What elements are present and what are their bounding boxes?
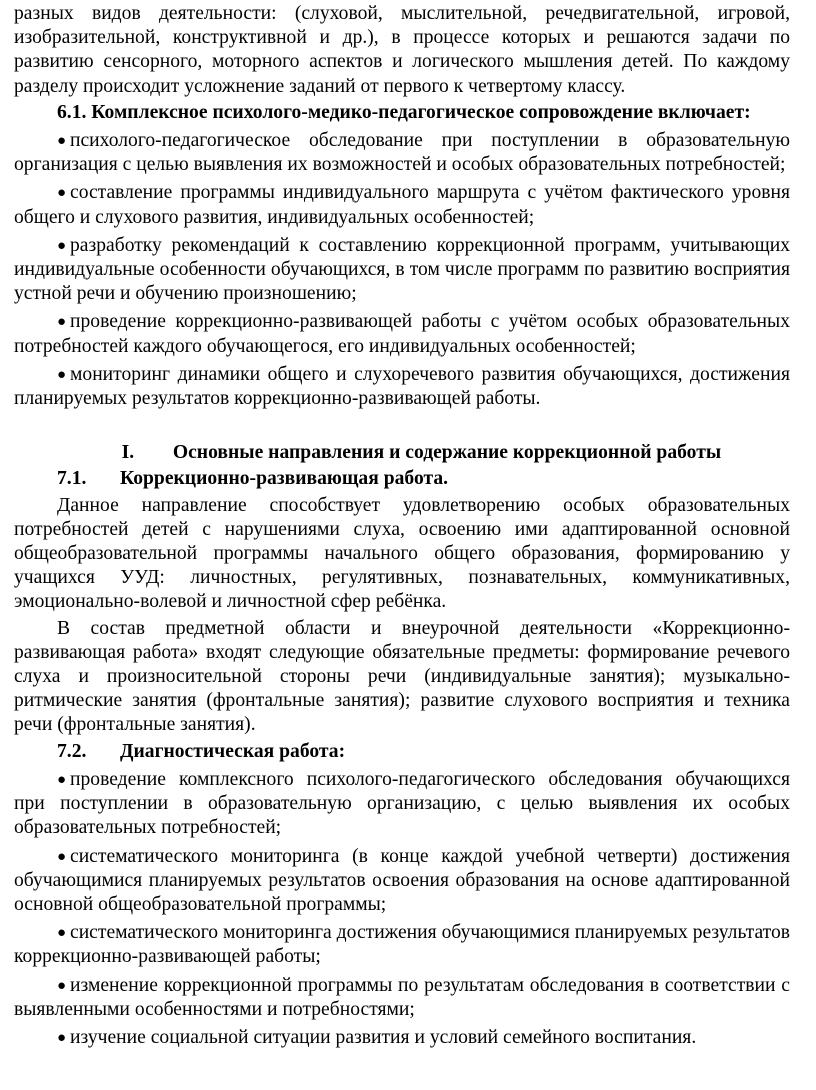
list-item: ● проведение комплексного психолого-педагогического обследования обучающихся при поступлении в образовательную организацию, с целью выявления их особых образовательных потребностей;	[14, 768, 790, 839]
section-7-1-paragraph-2: В состав предметной области и внеурочной деятельности «Коррекционно-развивающая работа» входят следующие обязательные предметы: формирование речевого слуха и произносительной стороны речи (индивидуальные занятия); музыкально-ритмические занятия (фронтальные занятия); развитие слухового восприятия и техника речи (фронтальные занятия).	[14, 617, 790, 736]
list-item: ● систематического мониторинга достижения обучающимися планируемых результатов коррекционно-развивающей работы;	[14, 922, 790, 968]
document-page	[14, 2, 790, 1050]
list-item: ● проведение коррекционно-развивающей работы с учётом особых образовательных потребностей каждого обучающегося, его индивидуальных особенностей;	[14, 311, 790, 357]
section-7-2-list	[14, 768, 790, 1050]
intro-paragraph: разных видов деятельности: (слуховой, мыслительной, речедвигательной, игровой, изобразительной, конструктивной и др.), в процессе которых и решаются задачи по развитию сенсорного, моторного аспектов и логического мышления детей. По каждому разделу происходит усложнение заданий от первого к четвертому классу.	[14, 3, 790, 97]
bullet-icon: ●	[57, 237, 67, 254]
bullet-icon: ●	[57, 185, 67, 202]
section-7-2-heading: 7.2. Диагностическая работа:	[57, 740, 346, 762]
spacer	[14, 411, 790, 437]
list-item: ● психолого-педагогическое обследование при поступлении в образовательную организация с целью выявления их возможностей и особых образовательных потребностей;	[14, 130, 790, 176]
section-7-1-paragraph-1: Данное направление способствует удовлетворению особых образовательных потребностей детей с нарушениями слуха, освоению ими адаптированной основной общеобразовательной программы начального общего образования, формированию у учащихся УУД: личностных, регулятивных, познавательных, коммуникативных, эмоционально-волевой и личностной сфер ребёнка.	[14, 494, 790, 613]
bullet-icon: ●	[57, 133, 67, 150]
list-item: ● изучение социальной ситуации развития и условий семейного воспитания.	[14, 1026, 790, 1050]
chapter-title: Основные направления и содержание коррекционной работы	[172, 442, 722, 464]
bullet-icon: ●	[57, 848, 67, 865]
bullet-icon: ●	[57, 314, 67, 331]
bullet-icon: ●	[57, 977, 67, 994]
list-item: ● систематического мониторинга (в конце каждой учебной четверти) достижения обучающимися планируемых результатов освоения образования на основе адаптированной основной общеобразовательной программы;	[14, 845, 790, 915]
list-item: ● мониторинг динамики общего и слухоречевого развития обучающихся, достижения планируемых результатов коррекционно-развивающей работы.	[14, 363, 790, 410]
section-6-1-heading: 6.1. Комплексное психолого-медико-педагогическое сопровождение включает:	[57, 101, 751, 123]
bullet-icon: ●	[57, 925, 67, 942]
list-item: ● составление программы индивидуального маршрута с учётом фактического уровня общего и слухового развития, индивидуальных особенностей;	[14, 182, 790, 228]
section-6-1-list	[14, 129, 790, 411]
chapter-number: I.	[121, 442, 135, 464]
section-7-1-heading: 7.1. Коррекционно-развивающая работа.	[57, 468, 449, 490]
list-item: ● изменение коррекционной программы по результатам обследования в соответствии с выявленными особенностями и потребностями;	[14, 974, 790, 1020]
bullet-icon: ●	[57, 366, 67, 383]
list-item: ● разработку рекомендаций к составлению коррекционной программ, учитывающих индивидуальные особенности обучающихся, в том числе программ по развитию восприятия устной речи и обучению произношению;	[14, 234, 790, 305]
chapter-heading	[14, 441, 790, 465]
bullet-icon: ●	[57, 1029, 67, 1046]
bullet-icon: ●	[57, 771, 67, 788]
